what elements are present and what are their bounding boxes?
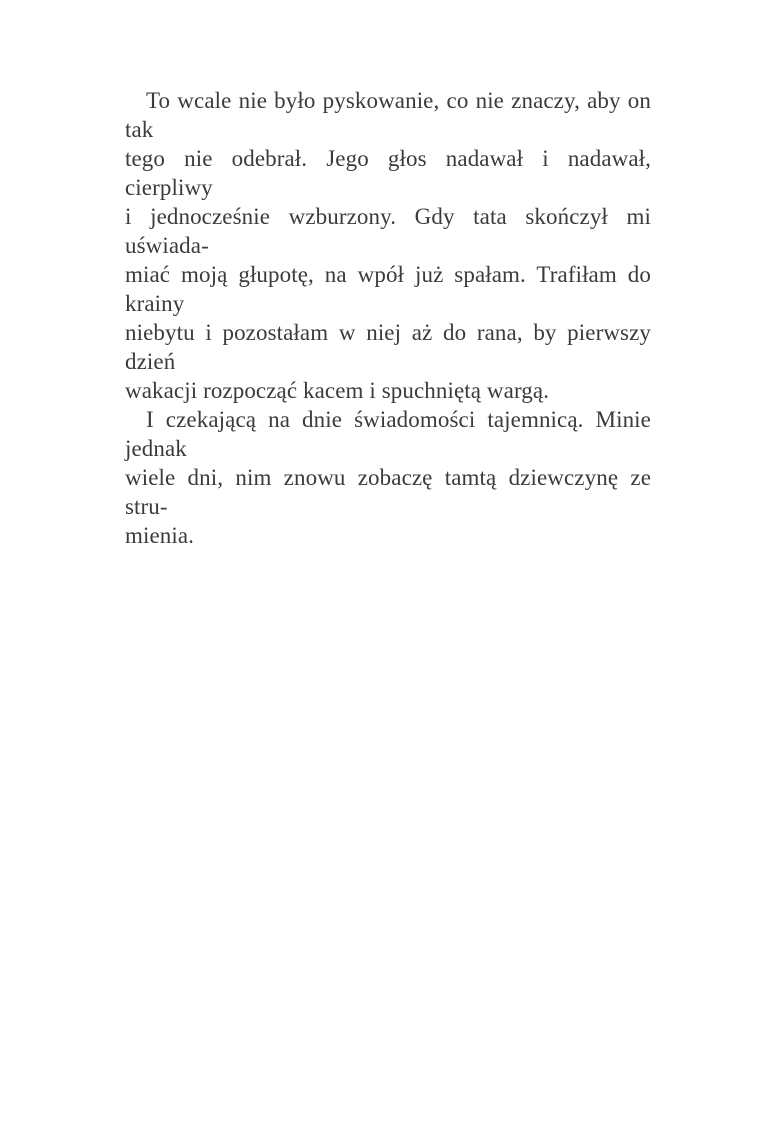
text-line: I czekającą na dnie świadomości tajemnicą. Minie jednak xyxy=(125,407,651,461)
text-line: i jednocześnie wzburzony. Gdy tata skończył mi uświada- xyxy=(125,204,651,258)
text-line: tego nie odebrał. Jego głos nadawał i nadawał, cierpliwy xyxy=(125,146,651,200)
text-line: wiele dni, nim znowu zobaczę tamtą dziewczynę ze stru- xyxy=(125,465,651,519)
text-line: To wcale nie było pyskowanie, co nie znaczy, aby on tak xyxy=(125,88,651,142)
text-line: wakacji rozpocząć kacem i spuchniętą wargą. xyxy=(125,378,550,403)
text-line: niebytu i pozostałam w niej aż do rana, by pierwszy dzień xyxy=(125,320,651,374)
text-block xyxy=(125,86,651,550)
text-line: miać moją głupotę, na wpół już spałam. Trafiłam do krainy xyxy=(125,262,651,316)
text-line: mienia. xyxy=(125,523,195,548)
